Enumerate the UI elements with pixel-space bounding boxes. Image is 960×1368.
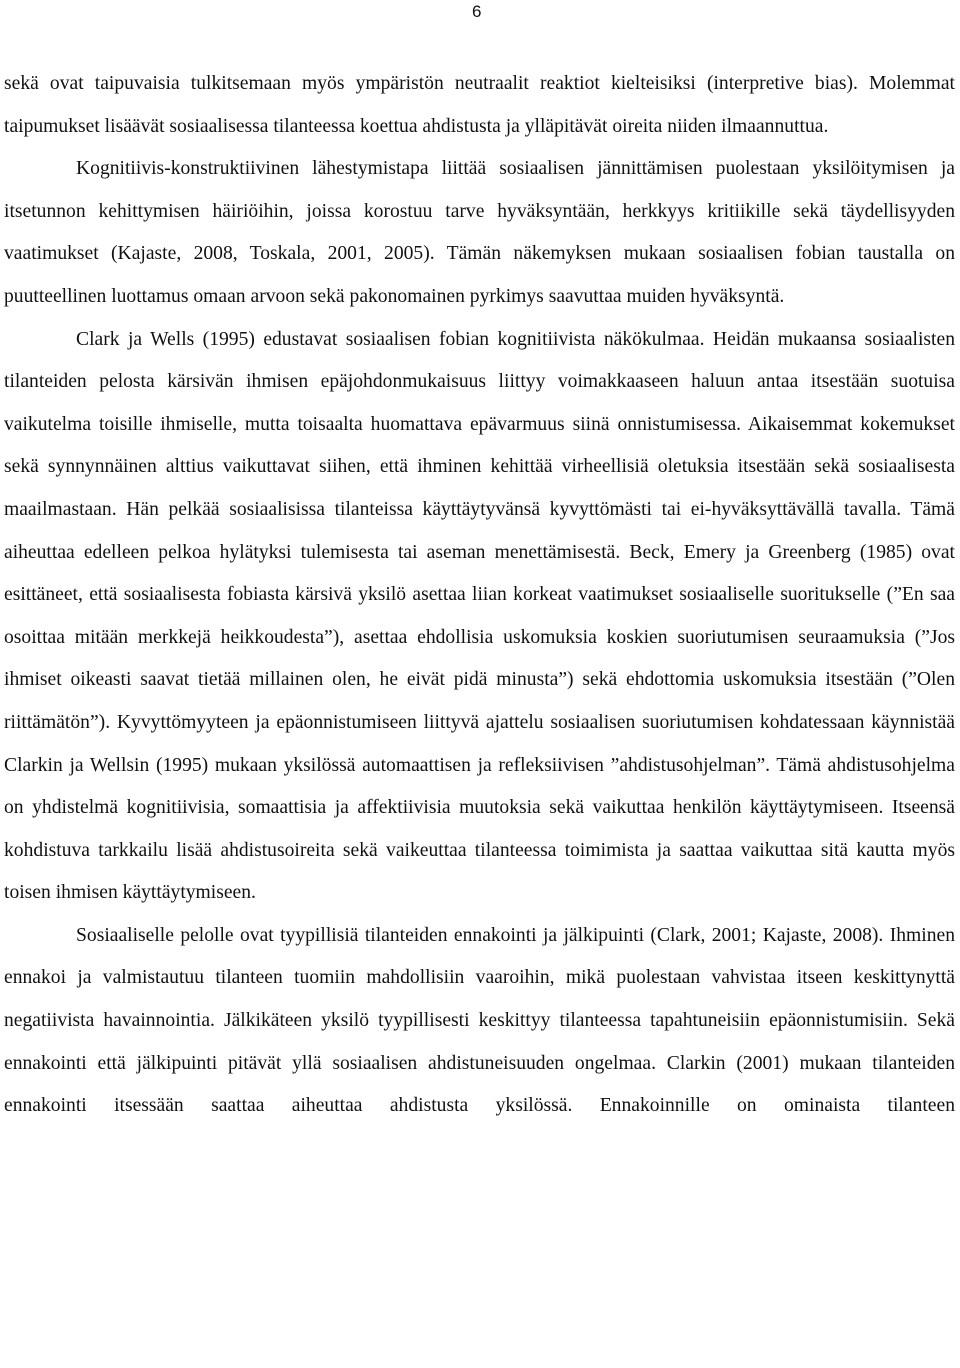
paragraph-clark-wells: Clark ja Wells (1995) edustavat sosiaalisen fobian kognitiivista näkökulmaa. Heidän mukaansa sosiaalisten tilanteiden pelosta kärsivän ihmisen epäjohdonmukaisuus liittyy voimakkaaseen haluun antaa itsestään suotuisa vaikutelma toisille ihmiselle, mutta toisaalta huomattava epävarmuus siinä onnistumisessa. Aikaisemmat kokemukset sekä synnynnäinen alttius vaikuttavat siihen, että ihminen kehittää virheellisiä oletuksia itsestään sekä sosiaalisesta maailmastaan. Hän pelkää sosiaalisissa tilanteissa käyttäytyvänsä kyvyttömästi tai ei-hyväksyttävällä tavalla. Tämä aiheuttaa edelleen pelkoa hylätyksi tulemisesta tai aseman menettämisestä. Beck, Emery ja Greenberg (1985) ovat esittäneet, että sosiaalisesta fobiasta kärsivä yksilö asettaa liian korkeat vaatimukset sosiaaliselle suoritukselle (”En saa osoittaa mitään merkkejä heikkoudesta”), asettaa ehdollisia uskomuksia koskien suoriutumisen seuraamuksia (”Jos ihmiset oikeasti saavat tietää millainen olen, he eivät pidä minusta”) sekä ehdottomia uskomuksia itsestään (”Olen riittämätön”). Kyvyttömyyteen ja epäonnistumiseen liittyvä ajattelu sosiaalisen suoriutumisen kohdatessaan käynnistää Clarkin ja Wellsin (1995) mukaan yksilössä automaattisen ja refleksiivisen ”ahdistusohjelman”. Tämä ahdistusohjelma on yhdistelmä kognitiivisia, somaattisia ja affektiivisia muutoksia sekä vaikuttaa henkilön käyttäytymiseen. Itseensä kohdistuva tarkkailu lisää ahdistusoireita sekä vaikeuttaa tilanteessa toimimista ja saattaa vaikuttaa sitä kautta myös toisen ihmisen käyttäytymiseen. [4,328,955,904]
paragraph-cognitive-constructive: Kognitiivis-konstruktiivinen lähestymistapa liittää sosiaalisen jännittämisen puolestaan yksilöitymisen ja itsetunnon kehittymisen häiriöihin, joissa korostuu tarve hyväksyntään, herkkyys kritiikille sekä täydellisyyden vaatimukset (Kajaste, 2008, Toskala, 2001, 2005). Tämän näkemyksen mukaan sosiaalisen fobian taustalla on puutteellinen luottamus omaan arvoon sekä pakonomainen pyrkimys saavuttaa muiden hyväksyntä. [4,158,955,307]
paragraph-anticipation: Sosiaaliselle pelolle ovat tyypillisiä tilanteiden ennakointi ja jälkipuinti (Clark, 2001; Kajaste, 2008). Ihminen ennakoi ja valmistautuu tilanteen tuomiin mahdollisiin vaaroihin, mikä puolestaan vahvistaa itseen keskittynyttä negatiivista havainnointia. Jälkikäteen yksilö tyypillisesti keskittyy tilanteessa tapahtuneisiin epäonnistumisiin. Sekä ennakointi että jälkipuinti pitävät yllä sosiaalisen ahdistuneisuuden ongelmaa. Clarkin (2001) mukaan tilanteiden ennakointi itsessään saattaa aiheuttaa ahdistusta yksilössä. Ennakoinnille on ominaista tilanteen [4,924,955,1117]
paragraph-continuation: sekä ovat taipuvaisia tulkitsemaan myös ympäristön neutraalit reaktiot kielteisiksi (interpretive bias). Molemmat taipumukset lisäävät sosiaalisessa tilanteessa koettua ahdistusta ja ylläpitävät oireita niiden ilmaannuttua. [4,73,955,137]
page-number: 6 [472,2,482,21]
document-body [4,63,955,1128]
